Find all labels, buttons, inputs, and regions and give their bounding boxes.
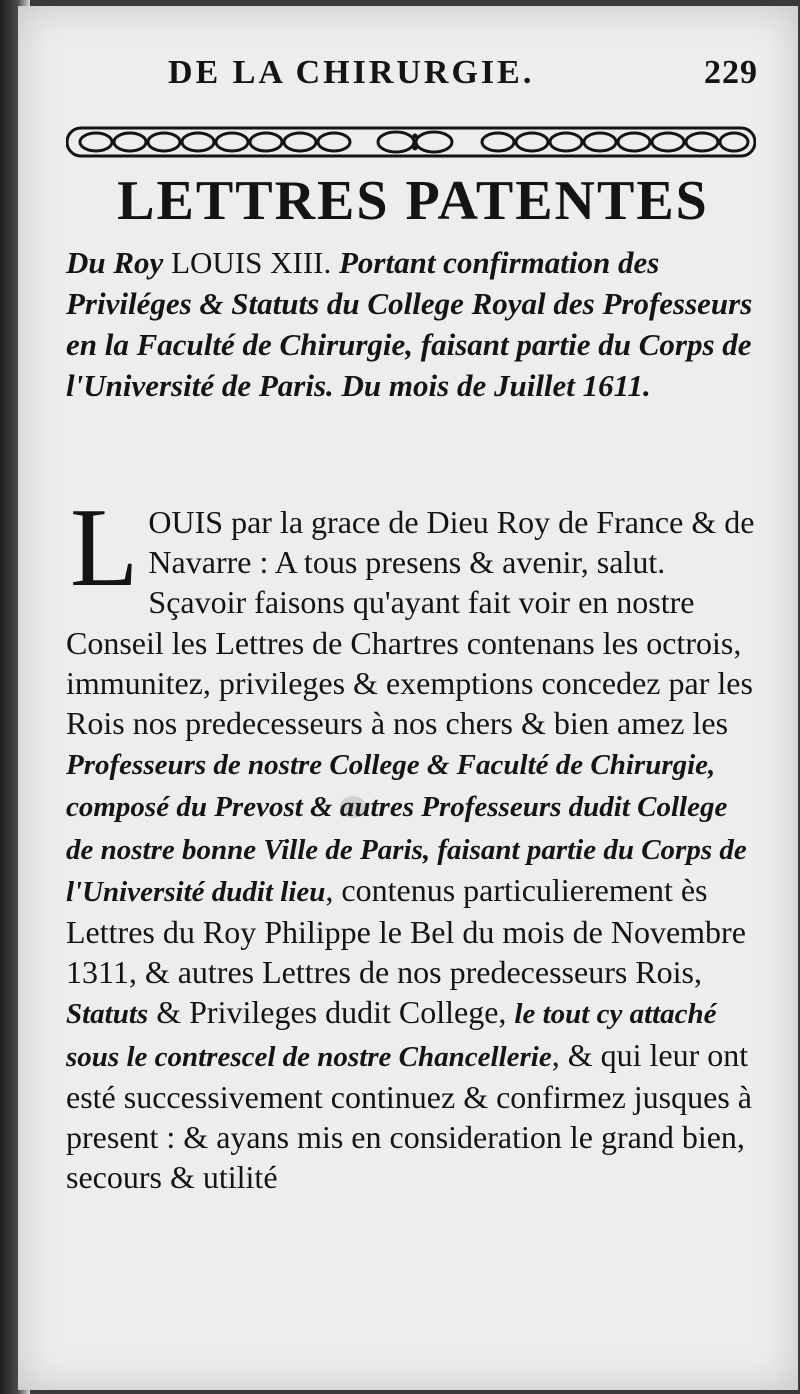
book-page [18, 6, 798, 1390]
body-text [66, 486, 756, 1197]
running-title: DE LA CHIRURGIE. [168, 54, 535, 91]
page-number: 229 [704, 54, 758, 91]
body-italic-2: Statuts [66, 998, 149, 1031]
ornamental-border [66, 124, 756, 160]
drop-cap: L [70, 486, 139, 610]
subtitle [66, 242, 756, 406]
body-italic-3: le tout cy attaché sous le contrescel de nostre Chancellerie [66, 998, 717, 1073]
body-text-1: par la grace de Dieu Roy de France & de Navarre : A tous presens & avenir, salut. Sçavoir faisons qu'ayant fait voir en nostre Conseil les Lettres de Chartres contenans les octrois, immunitez, privileges & exemptions concedez par les Rois nos predecesseurs à nos chers & bien amez les [66, 504, 755, 742]
main-title: LETTRES PATENTES [117, 170, 709, 232]
subtitle-intro: Du Roy [66, 245, 172, 280]
body-text-2: , contenus particulierement ès Lettres du Roy Philippe le Bel du mois de Novembre 1311, & autres Lettres de nos predecesseurs Rois, [66, 871, 746, 991]
subtitle-text: Portant confirmation des Priviléges & Statuts du College Royal des Professeurs en la Faculté de Chirurgie, faisant partie du Corps de l'Université de Paris. Du mois de Juillet 1611. [66, 245, 753, 403]
body-text-3: & Privileges dudit College, [148, 994, 515, 1031]
running-head [168, 54, 758, 100]
first-word: OUIS [148, 504, 224, 540]
body-italic-1: Professeurs de nostre College & Faculté de Chirurgie, composé du Prevost & autres Professeurs dudit College de nostre bonne Ville de Paris, faisant partie du Corps de l'Université dudit lieu [66, 749, 747, 908]
subtitle-king: LOUIS XIII. [171, 245, 339, 280]
body-text-4: , & qui leur ont esté successivement continuez & confirmez jusques à present : & ayans mis en consideration le grand bien, secours & utilité [66, 1036, 752, 1196]
ink-spot [340, 796, 366, 818]
